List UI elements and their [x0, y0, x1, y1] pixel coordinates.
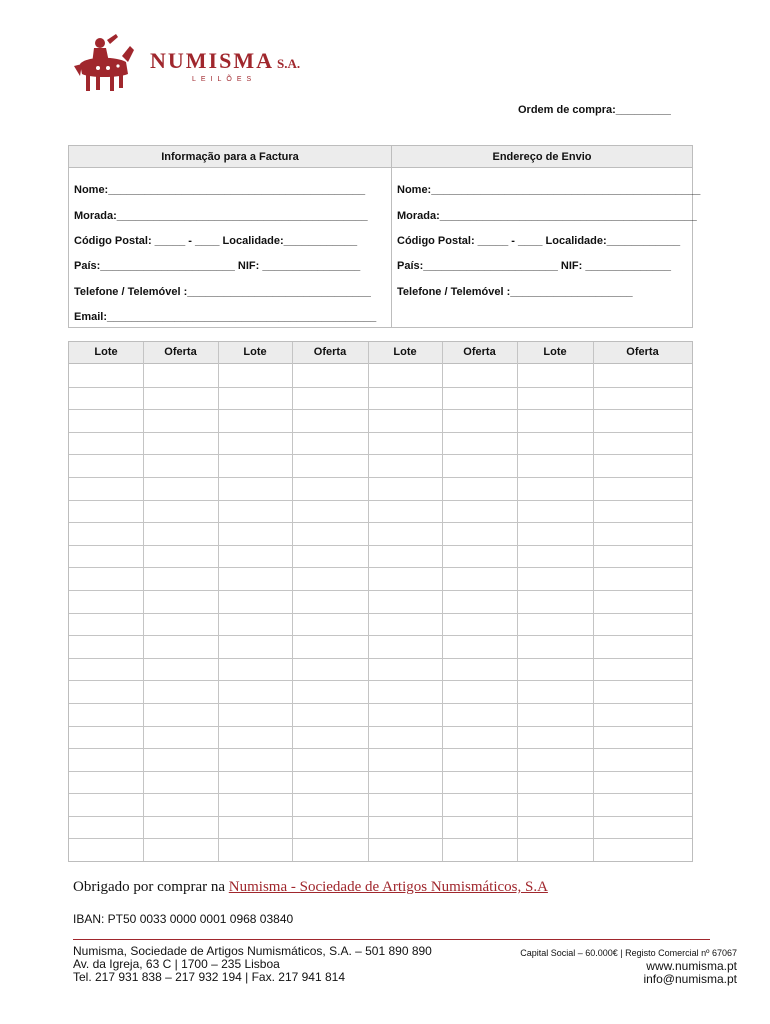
header-oferta-4: Oferta — [626, 346, 659, 358]
table-row-divider — [69, 477, 692, 478]
table-row-divider — [69, 590, 692, 591]
header-lote-3: Lote — [393, 346, 417, 358]
thanks-line — [73, 879, 548, 896]
header-oferta-2: Oferta — [313, 346, 347, 358]
company-link[interactable]: Numisma - Sociedade de Artigos Numismáticos, S.A — [228, 879, 548, 895]
lot-offer-table — [68, 341, 693, 862]
shipping-column — [392, 146, 701, 327]
table-row-divider — [69, 500, 692, 501]
table-row-divider — [69, 613, 692, 614]
shipping-name-field[interactable]: Nome:____________________________________________ — [397, 184, 701, 196]
billing-phone-field[interactable]: Telefone / Telemóvel :______________________________ — [74, 286, 371, 298]
billing-column — [69, 146, 392, 327]
shipping-address-field[interactable]: Morada:__________________________________________ — [397, 210, 697, 222]
table-row-divider — [69, 680, 692, 681]
table-row-divider — [69, 387, 692, 388]
shipping-postal-field[interactable]: Código Postal: _____ - ____ Localidade:____________ — [397, 235, 681, 247]
footer-email[interactable]: info@numisma.pt — [643, 972, 737, 986]
table-row-divider — [69, 838, 692, 839]
table-row-divider — [69, 816, 692, 817]
column-divider — [368, 342, 369, 861]
billing-email-field[interactable]: Email:____________________________________________ — [74, 311, 377, 323]
table-row-divider — [69, 748, 692, 749]
address-section — [68, 145, 701, 328]
table-row-divider — [69, 522, 692, 523]
footer-company-info — [73, 945, 432, 984]
footer-divider — [73, 939, 710, 940]
shipping-phone-field[interactable]: Telefone / Telemóvel :____________________ — [397, 286, 633, 298]
table-row-divider — [69, 567, 692, 568]
billing-postal-field[interactable]: Código Postal: _____ - ____ Localidade:____________ — [74, 235, 358, 247]
brand-suffix: S.A. — [277, 56, 301, 71]
billing-country-nif-field[interactable]: País:______________________ NIF: ________________ — [74, 260, 361, 272]
header-lote-1: Lote — [94, 346, 118, 358]
header-lote-4: Lote — [543, 346, 567, 358]
footer-phone-line: Tel. 217 931 838 – 217 932 194 | Fax. 217 941 814 — [73, 970, 346, 984]
shipping-title: Endereço de Envio — [392, 146, 692, 168]
table-row-divider — [69, 409, 692, 410]
horseman-logo-icon — [72, 34, 134, 94]
footer-address-line: Av. da Igreja, 63 C | 1700 – 235 Lisboa — [73, 957, 280, 971]
thanks-prefix: Obrigado por comprar na — [73, 879, 229, 895]
table-row-divider — [69, 726, 692, 727]
brand-subtitle: LEILÕES — [192, 76, 257, 83]
table-row-divider — [69, 771, 692, 772]
header-oferta-3: Oferta — [463, 346, 496, 358]
column-divider — [292, 342, 293, 861]
column-divider — [218, 342, 219, 861]
table-row-divider — [69, 635, 692, 636]
order-number-field[interactable]: Ordem de compra:_________ — [518, 104, 671, 116]
footer-capital-line: Capital Social – 60.000€ | Registo Comercial nº 67067 — [520, 948, 737, 958]
header — [72, 34, 372, 96]
table-row-divider — [69, 454, 692, 455]
header-oferta-1: Oferta — [164, 346, 197, 358]
header-lote-2: Lote — [243, 346, 267, 358]
column-divider — [517, 342, 518, 861]
table-row-divider — [69, 432, 692, 433]
shipping-country-nif-field[interactable]: País:______________________ NIF: ______________ — [397, 260, 672, 272]
table-row-divider — [69, 658, 692, 659]
billing-name-field[interactable]: Nome:__________________________________________ — [74, 184, 366, 196]
footer-website[interactable]: www.numisma.pt — [646, 959, 737, 973]
column-divider — [143, 342, 144, 861]
billing-title: Informação para a Factura — [69, 146, 391, 168]
column-divider — [593, 342, 594, 861]
table-row-divider — [69, 703, 692, 704]
iban-text: IBAN: PT50 0033 0000 0001 0968 03840 — [73, 912, 294, 926]
footer-company-line: Numisma, Sociedade de Artigos Numismáticos, S.A. – 501 890 890 — [73, 944, 432, 958]
billing-address-field[interactable]: Morada:_________________________________________ — [74, 210, 368, 222]
footer-contact-info — [643, 960, 737, 986]
table-row-divider — [69, 545, 692, 546]
table-row-divider — [69, 793, 692, 794]
brand-name: NUMISMA S.A. — [150, 48, 301, 73]
lot-table-header — [69, 342, 692, 364]
column-divider — [442, 342, 443, 861]
